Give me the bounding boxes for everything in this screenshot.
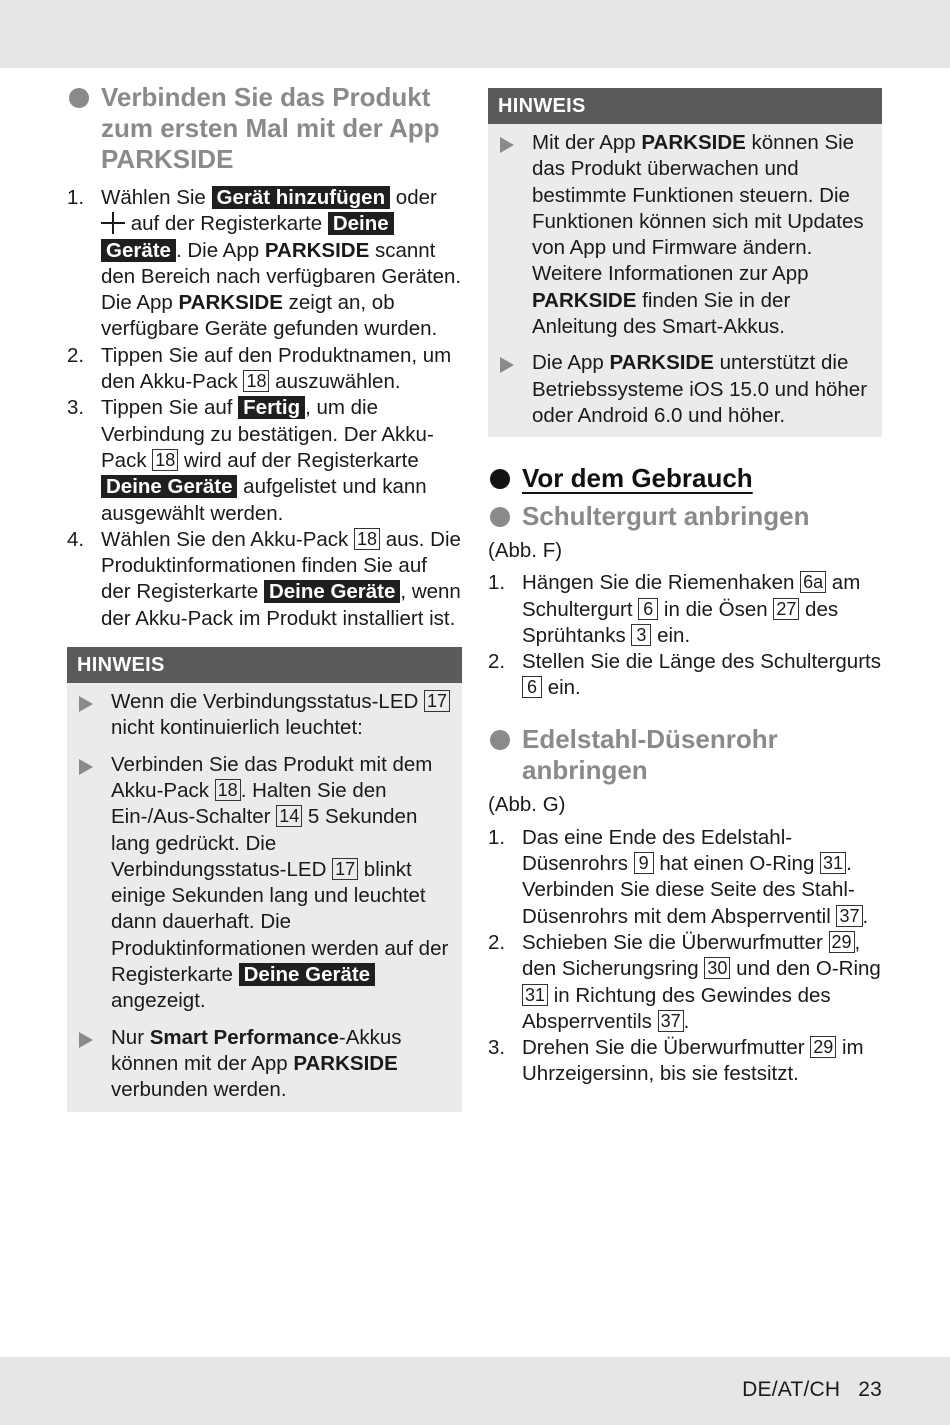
heading-connect-app: Verbinden Sie das Produkt zum ersten Mal mit der App PARKSIDE xyxy=(67,82,462,175)
list-item: 3. Drehen Sie die Überwurfmutter 29 im Uhrzeigersinn, bis sie festsitzt. xyxy=(488,1036,864,1086)
part-ref: 6 xyxy=(638,598,658,620)
nozzle-steps-list xyxy=(488,825,882,1088)
top-band xyxy=(0,0,950,68)
list-item: 1. Hängen Sie die Riemenhaken 6a am Schultergurt 6 in die Ösen 27 des Sprühtanks 3 ein. xyxy=(488,571,861,647)
list-item: 1. Wählen Sie Gerät hinzufügen oder auf der Registerkarte Deine Geräte . Die App PARKSIDE scannt den Bereich nach verfügbaren Geräten. Die App PARKSIDE zeigt an, ob verfügbare Geräte gefunden wurden. xyxy=(67,186,462,341)
bullet-dot-icon xyxy=(490,730,510,750)
plus-icon xyxy=(101,212,125,234)
part-ref: 30 xyxy=(704,957,730,979)
footer-region: DE/AT/CH xyxy=(742,1378,841,1401)
list-item: 2. Stellen Sie die Länge des Schultergurts 6 ein. xyxy=(488,650,881,700)
connect-steps-list xyxy=(67,185,462,632)
bullet-dot-icon xyxy=(69,88,89,108)
part-ref: 18 xyxy=(215,779,241,801)
ui-label-add-device: Gerät hinzufügen xyxy=(212,186,391,209)
note-bullet: Mit der App PARKSIDE können Sie das Produkt überwachen und bestimmte Funktionen steuern. Die Funktionen können sich mit Updates von App und Firmware ändern. Weitere Informationen zur App PARKSIDE finden Sie in der Anleitung des Smart-Akkus. xyxy=(498,130,872,340)
left-column xyxy=(67,82,462,1112)
triangle-bullet-icon xyxy=(79,696,93,712)
list-item: 2. Schieben Sie die Überwurfmutter 29 , den Sicherungsring 30 und den O-Ring 31 in Richtung des Gewindes des Absperrventils 37 . xyxy=(488,930,881,1033)
note-box-right xyxy=(488,88,882,437)
page-number: 23 xyxy=(858,1378,882,1401)
bullet-dot-icon xyxy=(490,507,510,527)
bullet-dot-icon xyxy=(490,469,510,489)
list-item: 1. Das eine Ende des Edelstahl-Düsenrohrs 9 hat einen O-Ring 31 . Verbinden Sie diese Seite des Stahl-Düsenrohrs mit dem Absperrventil 37 . xyxy=(488,825,869,928)
page-footer xyxy=(742,1378,882,1402)
list-item: 2. Tippen Sie auf den Produktnamen, um den Akku-Pack 18 auszuwählen. xyxy=(67,343,452,394)
right-column xyxy=(488,88,882,1088)
triangle-bullet-icon xyxy=(79,1032,93,1048)
strap-steps-list xyxy=(488,570,882,701)
ui-label-my-devices: Deine Geräte xyxy=(101,475,237,498)
ui-label-devices-tab-cont: Geräte xyxy=(101,239,176,262)
list-item: 4. Wählen Sie den Akku-Pack 18 aus. Die Produktinformationen finden Sie auf der Registerkarte Deine Geräte , wenn der Akku-Pack im Produkt installiert ist. xyxy=(67,527,461,630)
part-ref: 29 xyxy=(810,1036,836,1058)
part-ref: 17 xyxy=(332,858,358,880)
section-title: Vor dem Gebrauch xyxy=(488,463,882,494)
note-bullet: Wenn die Verbindungsstatus-LED 17 nicht kontinuierlich leuchtet: xyxy=(77,689,452,742)
note-box-left xyxy=(67,647,462,1111)
list-item: 3. Tippen Sie auf Fertig , um die Verbindung zu bestätigen. Der Akku-Pack 18 wird auf der Registerkarte Deine Geräte aufgelistet und kann ausgewählt werden. xyxy=(67,396,434,525)
ui-label-done: Fertig xyxy=(238,396,305,419)
part-ref: 27 xyxy=(773,598,799,620)
figure-ref: (Abb. G) xyxy=(488,792,566,816)
note-bullet: Nur Smart Performance-Akkus können mit der App PARKSIDE verbunden werden. xyxy=(77,1025,452,1104)
triangle-bullet-icon xyxy=(500,137,514,153)
part-ref: 3 xyxy=(631,624,651,646)
ui-label-my-devices: Deine Geräte xyxy=(264,580,400,603)
part-ref: 37 xyxy=(658,1010,684,1032)
part-ref: 6a xyxy=(800,571,826,593)
part-ref: 14 xyxy=(276,805,302,827)
ui-label-my-devices: Deine Geräte xyxy=(239,963,375,986)
part-ref: 31 xyxy=(820,852,846,874)
part-ref: 37 xyxy=(836,905,862,927)
part-ref: 31 xyxy=(522,984,548,1006)
note-title: HINWEIS xyxy=(67,647,462,683)
part-ref: 18 xyxy=(243,370,269,392)
note-bullet: Verbinden Sie das Produkt mit dem Akku-Pack 18 . Halten Sie den Ein-/Aus-Schalter 14 5 Sekunden lang gedrückt. Die Verbindungsstatus-LED 17 blinkt einige Sekunden lang und leuchtet dann dauerhaft. Die Produktinformationen werden auf der Registerkarte Deine Geräte angezeigt. xyxy=(77,752,452,1015)
figure-ref: (Abb. F) xyxy=(488,539,563,563)
heading-shoulder-strap: Schultergurt anbringen xyxy=(488,501,882,532)
triangle-bullet-icon xyxy=(79,759,93,775)
triangle-bullet-icon xyxy=(500,357,514,373)
part-ref: 18 xyxy=(152,449,178,471)
note-title: HINWEIS xyxy=(488,88,882,124)
ui-label-devices-tab: Deine xyxy=(328,212,394,235)
part-ref: 18 xyxy=(354,528,380,550)
part-ref: 17 xyxy=(424,690,450,712)
part-ref: 9 xyxy=(634,852,654,874)
heading-nozzle-pipe: Edelstahl-Düsenrohr anbringen xyxy=(488,724,882,786)
part-ref: 6 xyxy=(522,676,542,698)
note-bullet: Die App PARKSIDE unterstützt die Betriebssysteme iOS 15.0 und höher oder Android 6.0 und höher. xyxy=(498,350,872,429)
part-ref: 29 xyxy=(829,931,855,953)
